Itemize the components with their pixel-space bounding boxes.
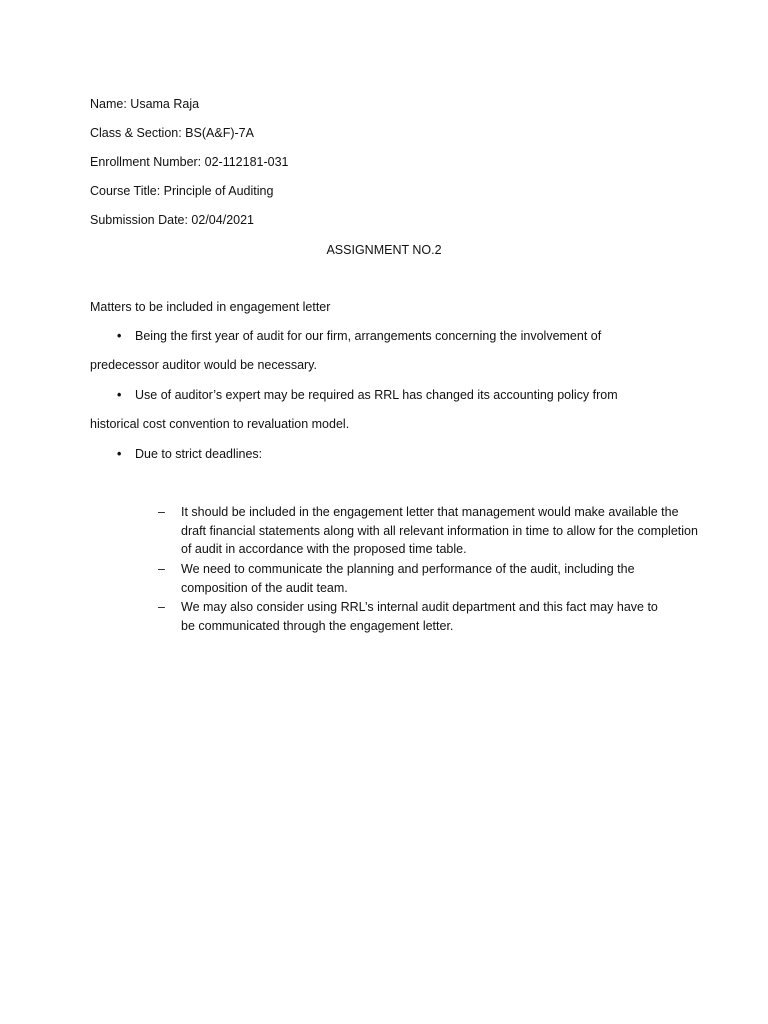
- bullet-2-line-1: Use of auditor’s expert may be required as RRL has changed its accounting policy from: [135, 388, 618, 402]
- bullet-1-line-2: predecessor auditor would be necessary.: [90, 358, 317, 372]
- submission-date: Submission Date: 02/04/2021: [90, 213, 254, 227]
- dash-marker: –: [158, 505, 165, 519]
- class-section: Class & Section: BS(A&F)-7A: [90, 126, 254, 140]
- assignment-title: ASSIGNMENT NO.2: [326, 243, 442, 257]
- dash-marker: –: [158, 562, 165, 576]
- dash-marker: –: [158, 600, 165, 614]
- sub-item-3: We may also consider using RRL’s internal audit department and this fact may have to be communicated through the engagement letter.: [181, 600, 658, 633]
- section-heading: Matters to be included in engagement letter: [90, 300, 331, 314]
- bullet-1-line-1: Being the first year of audit for our firm, arrangements concerning the involvement of: [135, 329, 602, 343]
- bullet-2-line-2: historical cost convention to revaluation model.: [90, 417, 350, 431]
- bullet-3-line-1: Due to strict deadlines:: [135, 447, 263, 461]
- sub-item-2: We need to communicate the planning and performance of the audit, including the composition of the audit team.: [181, 562, 635, 595]
- enrollment-number: Enrollment Number: 02-112181-031: [90, 155, 289, 169]
- student-name: Name: Usama Raja: [90, 97, 200, 111]
- sub-item-1: It should be included in the engagement letter that management would make available the draft financial statements along with all relevant information in time to allow for the completion of audit in accordance with the proposed time table.: [181, 505, 698, 556]
- bullet-marker: •: [117, 329, 122, 343]
- course-title: Course Title: Principle of Auditing: [90, 184, 274, 198]
- bullet-marker: •: [117, 447, 122, 461]
- bullet-marker: •: [117, 388, 122, 402]
